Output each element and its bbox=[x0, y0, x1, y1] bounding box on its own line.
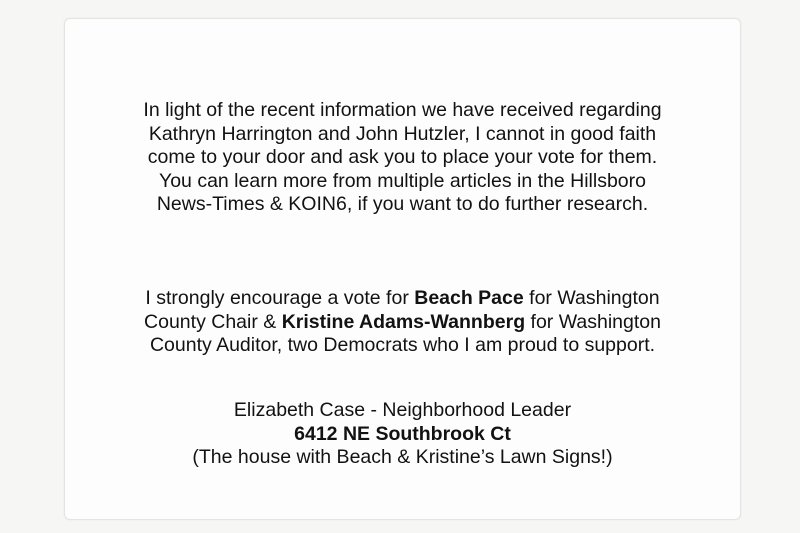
signer-address bbox=[85, 423, 720, 447]
signer-name: Elizabeth Case - Neighborhood Leader bbox=[233, 399, 572, 421]
endorsement-text: I strongly encourage a vote for bbox=[145, 287, 415, 309]
endorsement-line: County Auditor, two Democrats who I am proud to support. bbox=[149, 334, 656, 357]
intro-line: You can learn more from multiple articles in the Hillsboro bbox=[159, 169, 646, 192]
candidate-name-chair: Beach Pace bbox=[414, 287, 524, 309]
intro-line: Kathryn Harrington and John Hutzler, I cannot in good faith bbox=[148, 122, 657, 145]
intro-paragraph bbox=[85, 99, 720, 217]
endorsement-text: County Chair & bbox=[144, 310, 282, 333]
intro-line: come to your door and ask you to place your vote for them. bbox=[147, 146, 658, 169]
address-text: 6412 NE Southbrook Ct bbox=[294, 422, 511, 445]
endorsement-line bbox=[85, 311, 720, 335]
flyer-card bbox=[64, 18, 741, 520]
signature-block bbox=[85, 399, 720, 470]
intro-line: In light of the recent information we have received regarding bbox=[143, 99, 662, 121]
endorsement-paragraph bbox=[85, 287, 720, 358]
intro-line: News-Times & KOIN6, if you want to do further research. bbox=[156, 193, 649, 216]
signer-note: (The house with Beach & Kristine’s Lawn Signs!) bbox=[192, 446, 613, 469]
endorsement-text: for Washington bbox=[525, 310, 661, 333]
candidate-name-auditor: Kristine Adams-Wannberg bbox=[281, 310, 526, 333]
endorsement-text: for Washington bbox=[523, 287, 660, 309]
endorsement-line bbox=[85, 287, 720, 311]
